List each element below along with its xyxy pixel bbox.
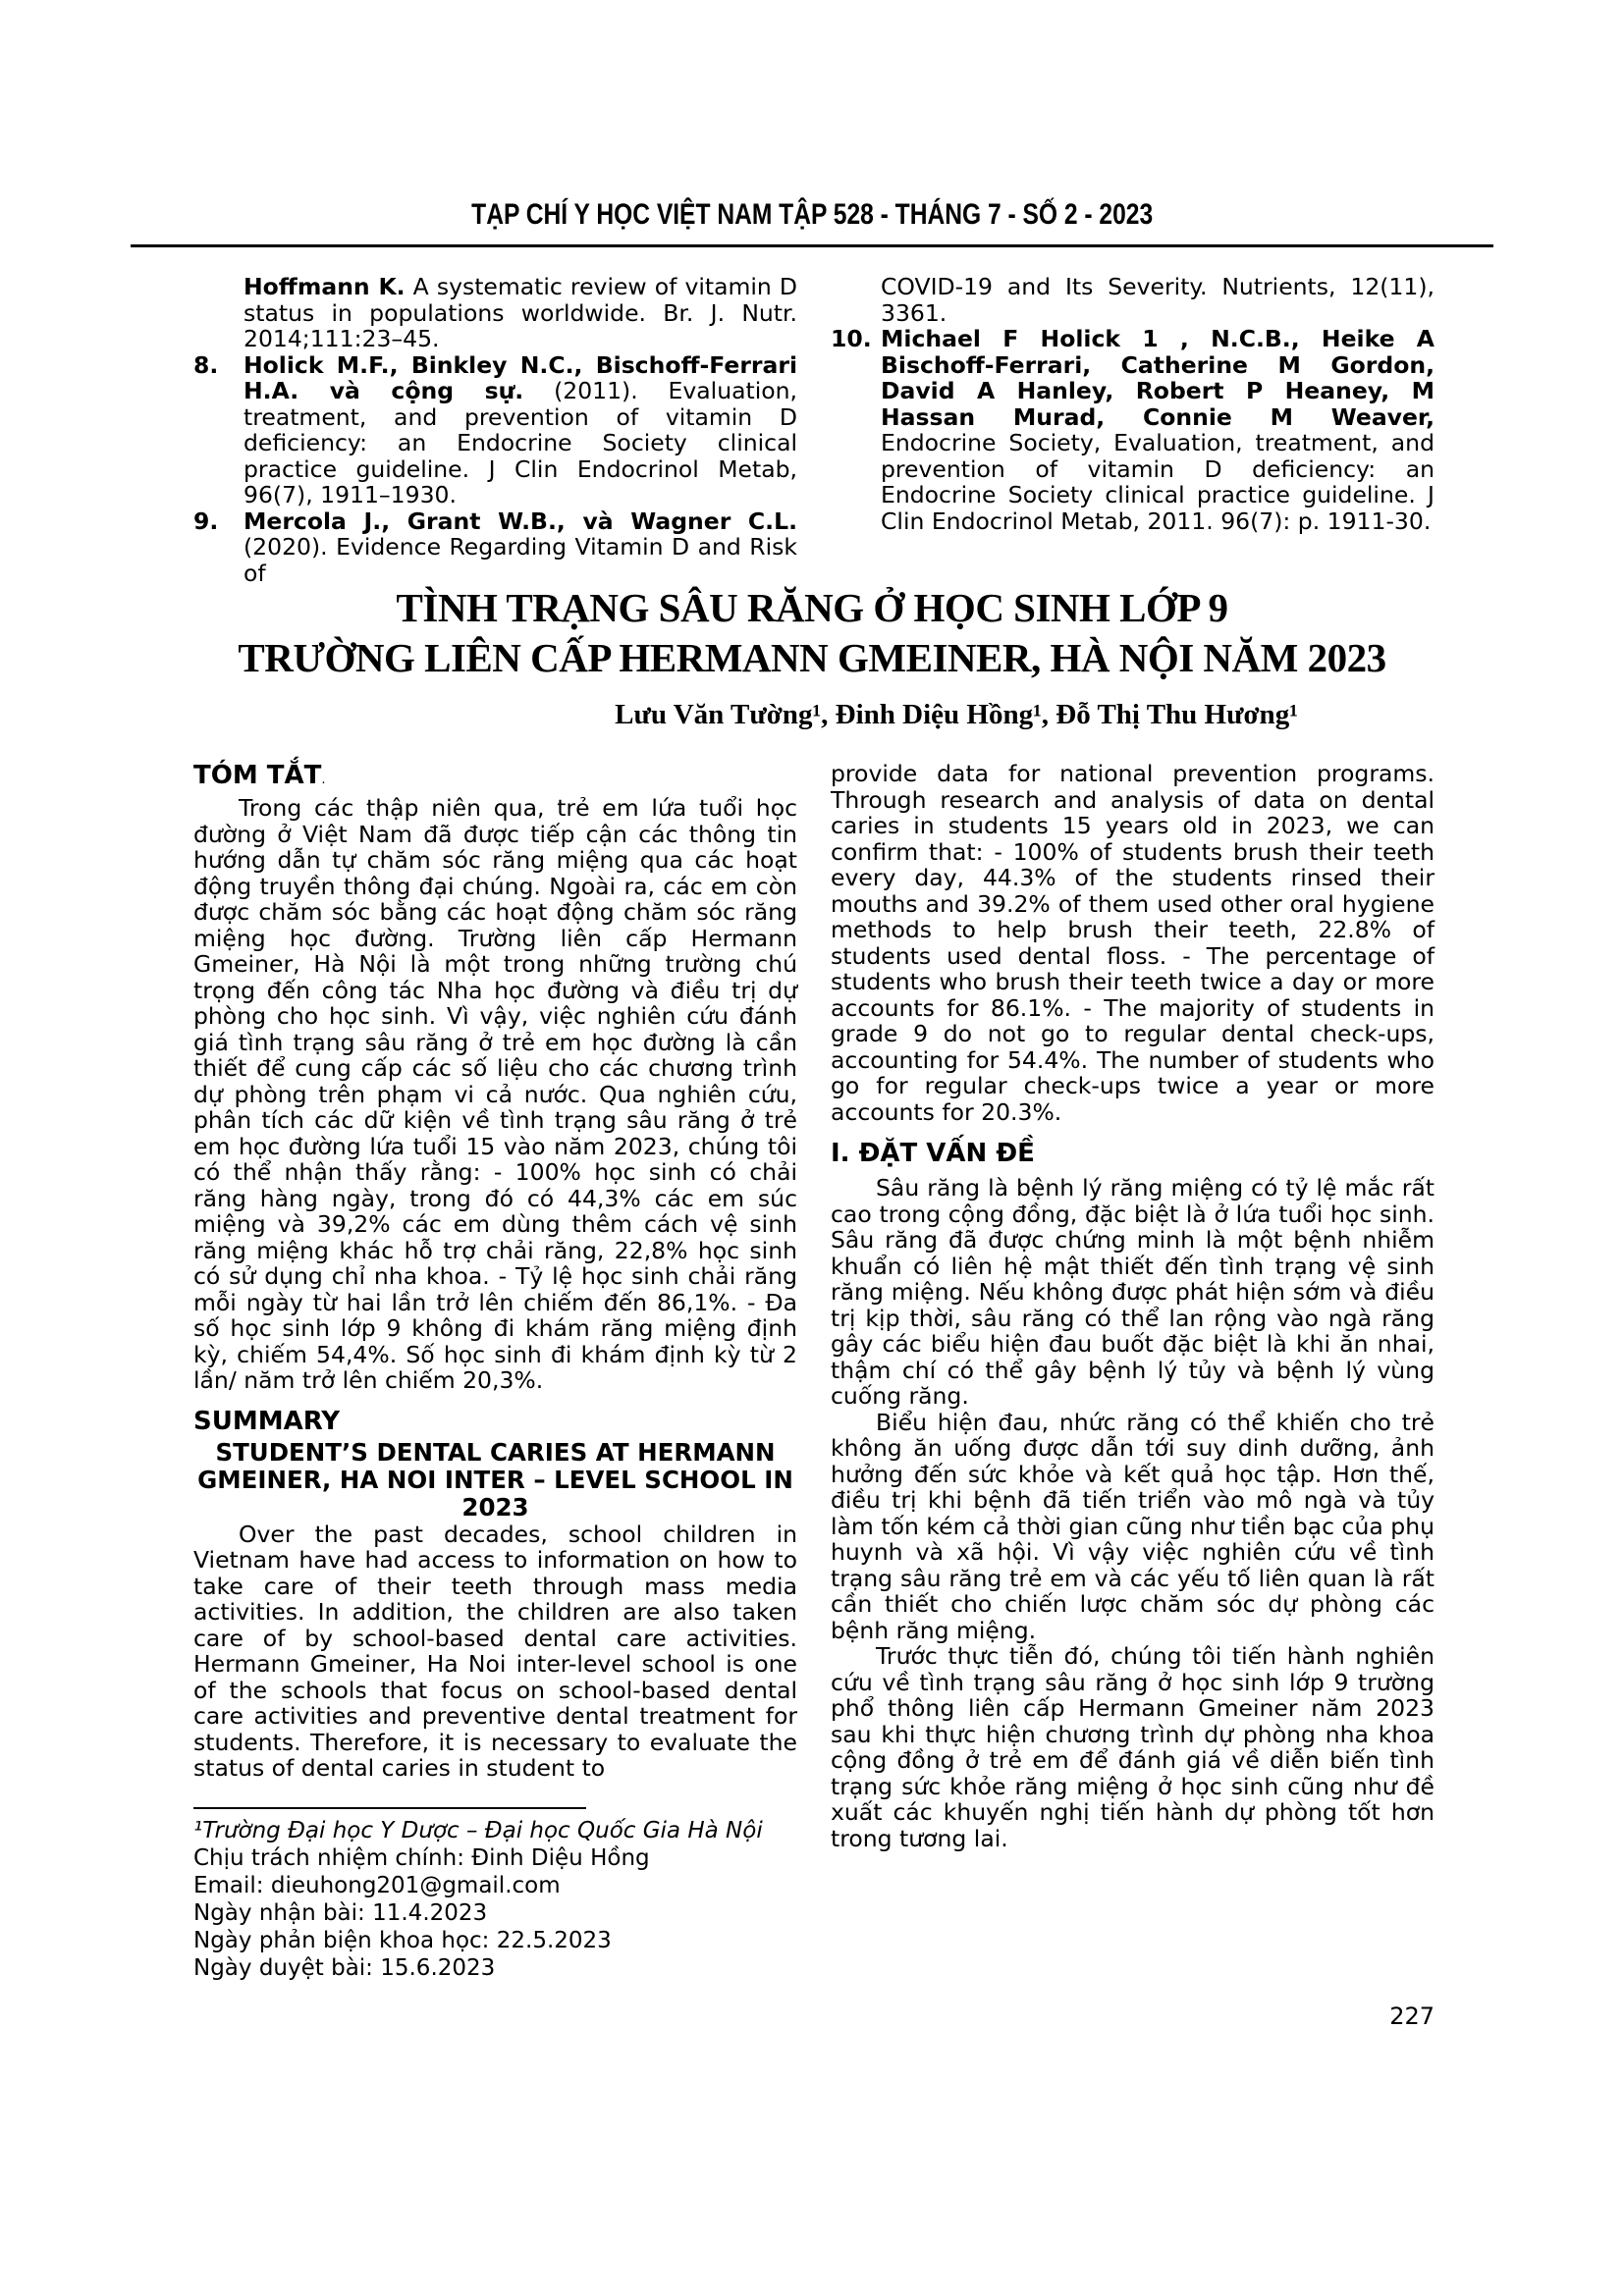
reference-item	[193, 508, 797, 587]
running-head	[131, 198, 1493, 232]
reference-item	[831, 274, 1435, 326]
header-divider	[131, 244, 1493, 247]
journal-title: TẠP CHÍ Y HỌC VIỆT NAM TẬP 528 - THÁNG 7 - SỐ 2 - 2023	[470, 198, 1153, 231]
reference-number: 10.	[831, 325, 872, 352]
footnote-accepted-date: Ngày duyệt bài: 15.6.2023	[193, 1954, 496, 1981]
footnote-divider	[193, 1807, 586, 1809]
summary-english-title: STUDENT’S DENTAL CARIES AT HERMANN GMEINER, HA NOI INTER – LEVEL SCHOOL IN 2023	[197, 1437, 793, 1522]
footnote-email: Email: dieuhong201@gmail.com	[193, 1872, 561, 1898]
reference-number: 9.	[193, 507, 219, 535]
section-1-paragraph: Trước thực tiễn đó, chúng tôi tiến hành nghiên cứu về tình trạng sâu răng ở học sinh lớp 9 trường phổ thông liên cấp Hermann Gmeiner năm 2023 sau khi thực hiện chương trình dự phòng nha khoa cộng đồng ở trẻ em để đánh giá về diễn biến tình trạng sức khỏe răng miệng ở học sinh cũng như đề xuất các khuyến nghị tiến hành dự phòng tốt hơn trong tương lai.	[831, 1642, 1435, 1852]
reference-text: A systematic review of vitamin D status in populations worldwide. Br. J. Nutr. 2014;111:23–45.	[244, 273, 797, 352]
references-section	[193, 274, 1435, 586]
reference-text: (2020). Evidence Regarding Vitamin D and Risk of	[244, 533, 797, 587]
reference-authors: Hoffmann K.	[244, 273, 406, 300]
section-1-paragraph: Biểu hiện đau, nhức răng có thể khiến cho trẻ không ăn uống được dẫn tới suy dinh dưỡng, ảnh hưởng đến sức khỏe và kết quả học tập. Hơn thế, điều trị khi bệnh đã tiến triển vào mô ngà và tủy làm tốn kém cả thời gian cũng như tiền bạc của phụ huynh và xã hội. Vì vậy việc nghiên cứu về tình trạng sâu răng trẻ em và các yếu tố liên quan là rất cần thiết cho chiến lược chăm sóc dự phòng các bệnh răng miệng.	[831, 1408, 1435, 1644]
summary-paragraph-left: Over the past decades, school children in Vietnam have had access to information on how to take care of their teeth through mass media activities. In addition, the children are also taken care of by school-based dental care activities. Hermann Gmeiner, Ha Noi inter-level school is one of the schools that focus on school-based dental care activities and preventive dental treatment for students. Therefore, it is necessary to evaluate the status of dental caries in student to	[193, 1520, 797, 1782]
reference-number: 8.	[193, 350, 219, 379]
section-1-heading: I. ĐẶT VẤN ĐỀ	[831, 1139, 1035, 1168]
abstract-vi-paragraph: Trong các thập niên qua, trẻ em lứa tuổi học đường ở Việt Nam đã được tiếp cận các thông tin hướng dẫn tự chăm sóc răng miệng qua các hoạt động truyền thông đại chúng. Ngoài ra, các em còn được chăm sóc bằng các hoạt động chăm sóc răng miệng học đường. Trường liên cấp Hermann Gmeiner, Hà Nội là một trong những trường chú trọng đến công tác Nha học đường và điều trị dự phòng cho học sinh. Vì vậy, việc nghiên cứu đánh giá tình trạng sâu răng ở trẻ em học đường là cần thiết để cung cấp các số liệu cho các chương trình dự phòng trên phạm vi cả nước. Qua nghiên cứu, phân tích các dữ kiện về tình trạng sâu răng ở trẻ em học đường lứa tuổi 15 vào năm 2023, chúng tôi có thể nhận thấy rằng: - 100% học sinh có chải răng hàng ngày, trong đó có 44,3% các em súc miệng và 39,2% các em dùng thêm cách vệ sinh răng miệng khác hỗ trợ chải răng, 22,8% học sinh có sử dụng chỉ nha khoa. - Tỷ lệ học sinh chải răng mỗi ngày từ hai lần trở lên chiếm đến 86,1%. - Đa số học sinh lớp 9 không đi khám răng miệng định kỳ, chiếm 54,4%. Số học sinh đi khám định kỳ từ 2 lần/ năm trở lên chiếm 20,3%.	[193, 794, 797, 1394]
footnote-reviewed-date: Ngày phản biện khoa học: 22.5.2023	[193, 1927, 612, 1953]
footnote-corresponding-author: Chịu trách nhiệm chính: Đinh Diệu Hồng	[193, 1844, 650, 1871]
body-left-column	[193, 761, 797, 1982]
article-title-line-1: TÌNH TRẠNG SÂU RĂNG Ở HỌC SINH LỚP 9	[396, 585, 1228, 630]
reference-text: COVID-19 and Its Severity. Nutrients, 12(11), 3361.	[881, 273, 1435, 327]
reference-authors: Michael F Holick 1 , N.C.B., Heike A Bischoff-Ferrari, Catherine M Gordon, David A Hanley, Robert P Heaney, M Hassan Murad, Connie M Weaver,	[881, 325, 1435, 431]
section-1-paragraph: Sâu răng là bệnh lý răng miệng có tỷ lệ mắc rất cao trong cộng đồng, đặc biệt là ở lứa tuổi học sinh. Sâu răng đã được chứng minh là một bệnh nhiễm khuẩn có liên hệ mật thiết đến tình trạng vệ sinh răng miệng. Nếu không được phát hiện sớm và điều trị kịp thời, sâu răng có thể lan rộng vào ngà răng gây các biểu hiện đau buốt đặc biệt là khi ăn nhai, thậm chí có thể gây bệnh lý tủy và bệnh lý vùng cuống răng.	[831, 1174, 1435, 1410]
reference-authors: Holick M.F., Binkley N.C., Bischoff-Ferrari H.A. và cộng sự.	[244, 350, 797, 404]
abstract-vi-heading	[193, 761, 797, 795]
summary-heading: SUMMARY	[193, 1406, 341, 1436]
footnote-block	[193, 1807, 797, 1982]
reference-item	[193, 352, 797, 508]
footnote-received-date: Ngày nhận bài: 11.4.2023	[193, 1899, 488, 1926]
abstract-vi-heading-text: TÓM TẮT	[193, 761, 322, 790]
references-left-column	[193, 274, 797, 586]
reference-authors: Mercola J., Grant W.B., và Wagner C.L.	[244, 507, 797, 535]
page-number: 227	[1389, 2002, 1435, 2030]
abstract-vi-heading-dot: .	[321, 773, 326, 787]
summary-paragraph-right: provide data for national prevention programs. Through research and analysis of data on dental caries in students 15 years old in 2023, we can confirm that: - 100% of students brush their teeth every day, 44.3% of the students rinsed their mouths and 39.2% of them used other oral hygiene methods to help brush their teeth, 22.8% of students used dental floss. - The percentage of students who brush their teeth twice a day or more accounts for 86.1%. - The majority of students in grade 9 do not go to regular dental check-ups, accounting for 54.4%. The number of students who go for regular check-ups twice a year or more accounts for 20.3%.	[831, 760, 1435, 1126]
reference-text: (2011). Evaluation, treatment, and prevention of vitamin D deficiency: an Endocrine Society clinical practice guideline. J Clin Endocrinol Metab, 96(7), 1911–1930.	[244, 377, 797, 508]
article-body	[193, 761, 1435, 1982]
body-right-column	[831, 761, 1435, 1982]
reference-text: Endocrine Society, Evaluation, treatment, and prevention of vitamin D deficiency: an Endocrine Society clinical practice guideline. J Clin Endocrinol Metab, 2011. 96(7): p. 1911-30.	[881, 429, 1435, 535]
article-title	[131, 583, 1493, 683]
reference-item	[831, 326, 1435, 534]
reference-item	[193, 274, 797, 352]
footnote-affiliation: ¹Trường Đại học Y Dược – Đại học Quốc Gia Hà Nội	[193, 1817, 763, 1843]
article-title-line-2: TRƯỜNG LIÊN CẤP HERMANN GMEINER, HÀ NỘI NĂM 2023	[238, 635, 1386, 680]
references-right-column	[831, 274, 1435, 586]
article-authors: Lưu Văn Tường¹, Đinh Diệu Hồng¹, Đỗ Thị Thu Hương¹	[615, 699, 1298, 730]
